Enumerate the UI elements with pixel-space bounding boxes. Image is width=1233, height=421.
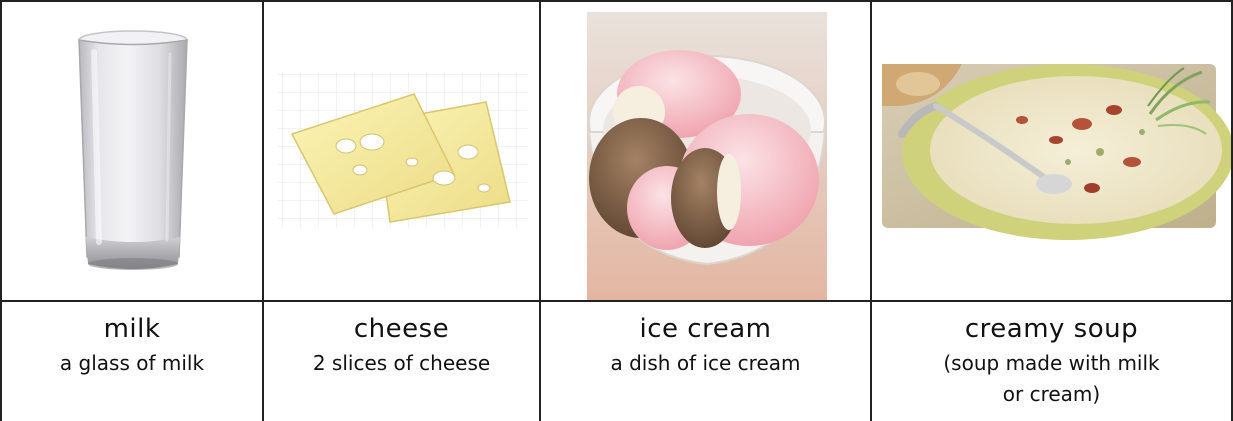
ice-cream-text-cell <box>541 302 870 421</box>
milk-picture-cell <box>2 2 262 300</box>
ice-cream-dish-icon <box>541 2 870 300</box>
word-description: (soup made with milk <box>943 351 1160 375</box>
cheese-text-cell <box>264 302 539 421</box>
vocabulary-word: cheese <box>353 314 450 344</box>
cheese-picture-cell <box>264 2 539 300</box>
word-description: a dish of ice cream <box>610 351 801 375</box>
creamy-soup-icon <box>872 2 1231 300</box>
milk-text-cell <box>2 302 262 421</box>
vocabulary-word: creamy soup <box>964 314 1139 344</box>
vocabulary-word: ice cream <box>639 314 772 344</box>
vocabulary-word: milk <box>103 314 161 344</box>
ice-cream-picture-cell <box>541 2 870 300</box>
creamy-soup-picture-cell <box>872 2 1231 300</box>
creamy-soup-text-cell <box>872 302 1231 421</box>
word-description: or cream) <box>1002 382 1101 406</box>
cheese-slices-icon <box>264 2 539 300</box>
glass-of-milk-icon <box>2 2 262 300</box>
word-description: 2 slices of cheese <box>312 351 491 375</box>
word-description: a glass of milk <box>59 351 205 375</box>
